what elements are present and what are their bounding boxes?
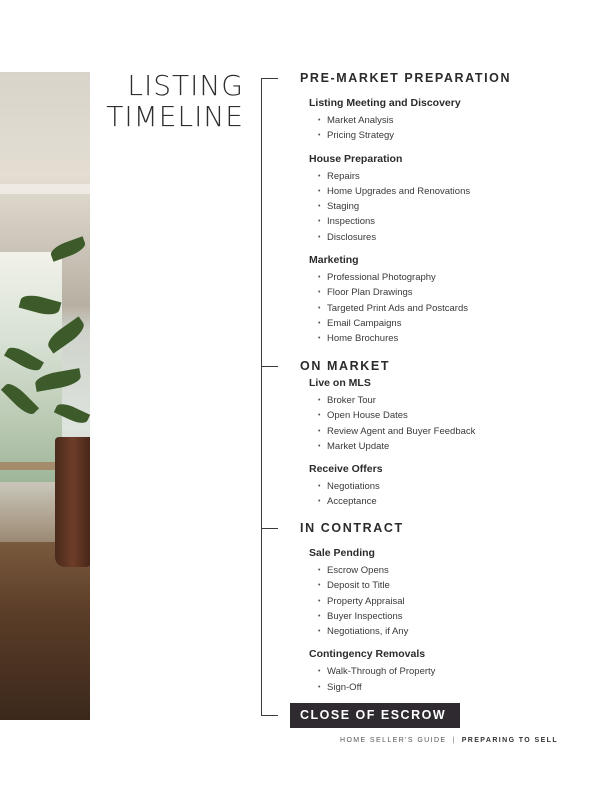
- section-heading: ON MARKET: [300, 359, 391, 373]
- list-item: • Deposit to Title: [318, 578, 600, 593]
- timeline-tick: [261, 78, 278, 79]
- timeline-tick: [261, 366, 278, 367]
- group-title: House Preparation: [309, 152, 403, 165]
- list-item: • Pricing Strategy: [318, 128, 600, 143]
- list-item: • Inspections: [318, 214, 600, 229]
- list-item: • Floor Plan Drawings: [318, 285, 600, 300]
- footer-section-name: PREPARING TO SELL: [461, 737, 558, 744]
- group-title: Marketing: [309, 254, 359, 267]
- group-title: Listing Meeting and Discovery: [309, 97, 461, 109]
- interior-photo: [0, 72, 90, 720]
- list-item: • Escrow Opens: [318, 563, 600, 578]
- page-title: [106, 70, 244, 132]
- group-contingency-removals: [309, 648, 600, 695]
- list-item: • Targeted Print Ads and Postcards: [318, 301, 600, 316]
- item-list: [318, 479, 600, 510]
- list-item: • Home Upgrades and Renovations: [318, 184, 600, 199]
- timeline-vertical-line: [261, 78, 262, 715]
- section-in-contract: [300, 520, 600, 695]
- list-item: • Negotiations, if Any: [318, 624, 600, 639]
- page-footer: [340, 737, 558, 744]
- group-receive-offers: [309, 463, 600, 510]
- section-on-market: [300, 358, 600, 510]
- list-item: • Review Agent and Buyer Feedback: [318, 424, 600, 439]
- item-list: [318, 563, 600, 639]
- footer-guide-name: HOME SELLER'S GUIDE: [339, 737, 447, 744]
- list-item: • Acceptance: [318, 494, 600, 509]
- group-title: Receive Offers: [309, 463, 383, 476]
- list-item: • Buyer Inspections: [318, 609, 600, 624]
- group-marketing: [309, 254, 600, 346]
- footer-separator: |: [452, 737, 456, 744]
- section-heading: IN CONTRACT: [300, 521, 404, 535]
- section-pre-market: [300, 70, 600, 347]
- photo-leaf: [49, 236, 88, 261]
- list-item: • Walk-Through of Property: [318, 664, 600, 679]
- item-list: [318, 664, 600, 695]
- group-title: Sale Pending: [309, 547, 375, 559]
- list-item: • Professional Photography: [318, 270, 600, 285]
- group-live-on-mls: [309, 377, 600, 454]
- list-item: • Property Appraisal: [318, 594, 600, 609]
- group-title: Contingency Removals: [309, 648, 426, 661]
- list-item: • Market Analysis: [318, 113, 600, 128]
- list-item: • Broker Tour: [318, 393, 600, 408]
- section-heading: PRE-MARKET PREPARATION: [300, 71, 512, 85]
- close-of-escrow-badge: CLOSE OF ESCROW: [290, 703, 460, 728]
- list-item: • Repairs: [318, 169, 600, 184]
- list-item: • Disclosures: [318, 230, 600, 245]
- title-line-2: TIMELINE: [106, 100, 244, 133]
- list-item: • Staging: [318, 199, 600, 214]
- group-listing-meeting: [309, 97, 600, 144]
- group-sale-pending: [309, 547, 600, 639]
- list-item: • Home Brochures: [318, 331, 600, 346]
- photo-wood-floor: [0, 542, 90, 720]
- list-item: • Email Campaigns: [318, 316, 600, 331]
- list-item: • Market Update: [318, 439, 600, 454]
- item-list: [318, 113, 600, 144]
- item-list: [318, 393, 600, 454]
- list-item: • Open House Dates: [318, 408, 600, 423]
- photo-ceiling-beam: [0, 184, 90, 194]
- group-house-preparation: [309, 153, 600, 245]
- item-list: [318, 270, 600, 346]
- item-list: [318, 169, 600, 245]
- group-title: Live on MLS: [309, 377, 371, 389]
- timeline-tick: [261, 715, 278, 716]
- photo-plant-pot: [55, 437, 90, 567]
- title-line-1: LISTING: [127, 69, 244, 102]
- list-item: • Negotiations: [318, 479, 600, 494]
- list-item: • Sign-Off: [318, 680, 600, 695]
- timeline-tick: [261, 528, 278, 529]
